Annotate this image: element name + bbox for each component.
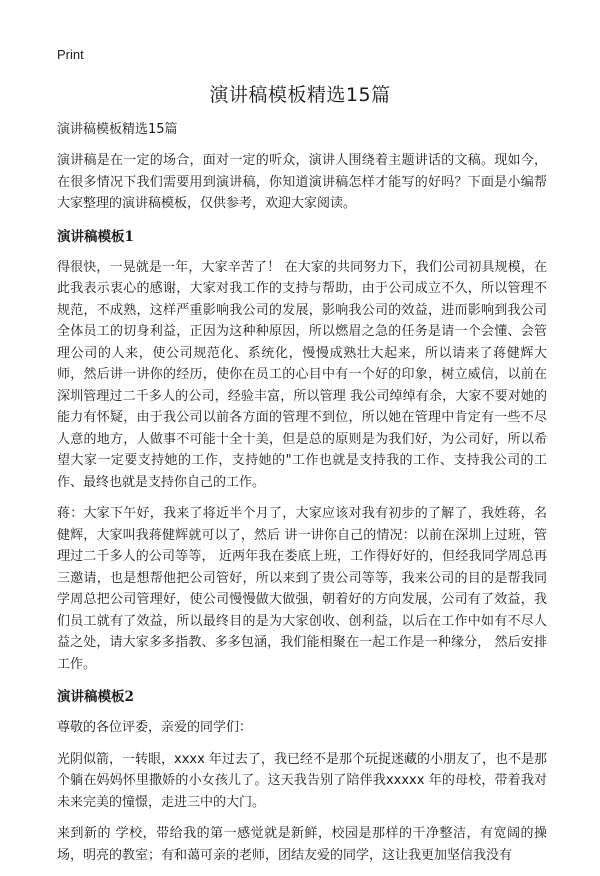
section-2-paragraph-1: 尊敬的各位评委，亲爱的同学们： [57, 720, 253, 735]
section-2-paragraph-2: 光阴似箭，一转眼，xxxx 年过去了，我已经不是那个玩捉迷藏的小朋友了，也不是那个躺在妈妈怀里撒娇的小女孩儿了。这天我告别了陪伴我xxxxx 年的母校，带着我对未来完美的憧憬，走进三中的大门。 [57, 751, 547, 810]
section-1-paragraph-1: 得很快，一晃就是一年，大家辛苦了！ 在大家的共同努力下，我们公司初具规模，在此我表示衷心的感谢，大家对我工作的支持与帮助，由于公司成立不久，所以管理不规范，不成熟，这样严重影响我公司的发展，影响我公司的效益，进而影响到我公司全体员工的切身利益，正因为这种种原因，所以燃眉之急的任务是请一个会懂、会管理公司的人来，使公司规范化、系统化，慢慢成熟壮大起来，所以请来了蒋健辉大师，然后讲一讲你的经历，使你在员工的心目中有一个好的印象，树立威信，以前在深圳管理过二千多人的公司，经验丰富，所以管理 我公司绰绰有余，大家不要对她的能力有怀疑，由于我公司以前各方面的管理不到位，所以她在管理中肯定有一些不尽人意的地方，人做事不可能十全十美，但是总的原则是为我们好，为公司好，所以希望大家一定要支持她的工作，支持她的"工作也就是支持我的工作、支持我公司的工作、最终也就是支持你自己的工作。 [57, 259, 547, 490]
intro-paragraph: 演讲稿是在一定的场合，面对一定的听众，演讲人围绕着主题讲话的文稿。现如今，在很多情况下我们需要用到演讲稿，你知道演讲稿怎样才能写的好吗？下面是小编帮大家整理的演讲稿模板，仅供参考，欢迎大家阅读。 [57, 153, 547, 211]
section-heading-1: 演讲稿模板1 [57, 228, 134, 245]
section-1-paragraph-2: 蒋：大家下午好，我来了将近半个月了，大家应该对我有初步的了解了，我姓蒋，名健辉，大家叫我蒋健辉就可以了，然后 讲一讲你自己的情况：以前在深圳上过班，管理过二千多人的公司等等， 近两年我在娄底上班，工作得好好的，但经我同学周总再三邀请，也是想帮他把公司管好，所以来到了贵公司等等，我来公司的目的是帮我同学周总把公司管理好，使公司慢慢做大做强，朝着好的方向发展，公司有了效益，我们员工就有了效益，所以最终目的是为大家创收、创利益，以后在工作中如有不尽人益之处，请大家多多指教、多多包涵，我们能相聚在一起工作是一种缘分， 然后安排工作。 [57, 506, 547, 672]
document-subtitle: 演讲稿模板精选15篇 [57, 122, 178, 137]
section-2-paragraph-3: 来到新的 学校，带给我的第一感觉就是新鲜，校园是那样的干净整洁，有宽阔的操场，明亮的教室；有和蔼可亲的老师，团结友爱的同学，这让我更加坚信我没有 [57, 826, 547, 863]
document-body [57, 121, 547, 876]
print-link[interactable]: Print [57, 47, 84, 62]
section-heading-2: 演讲稿模板2 [57, 689, 134, 705]
document-title: 演讲稿模板精选15篇 [209, 84, 391, 106]
